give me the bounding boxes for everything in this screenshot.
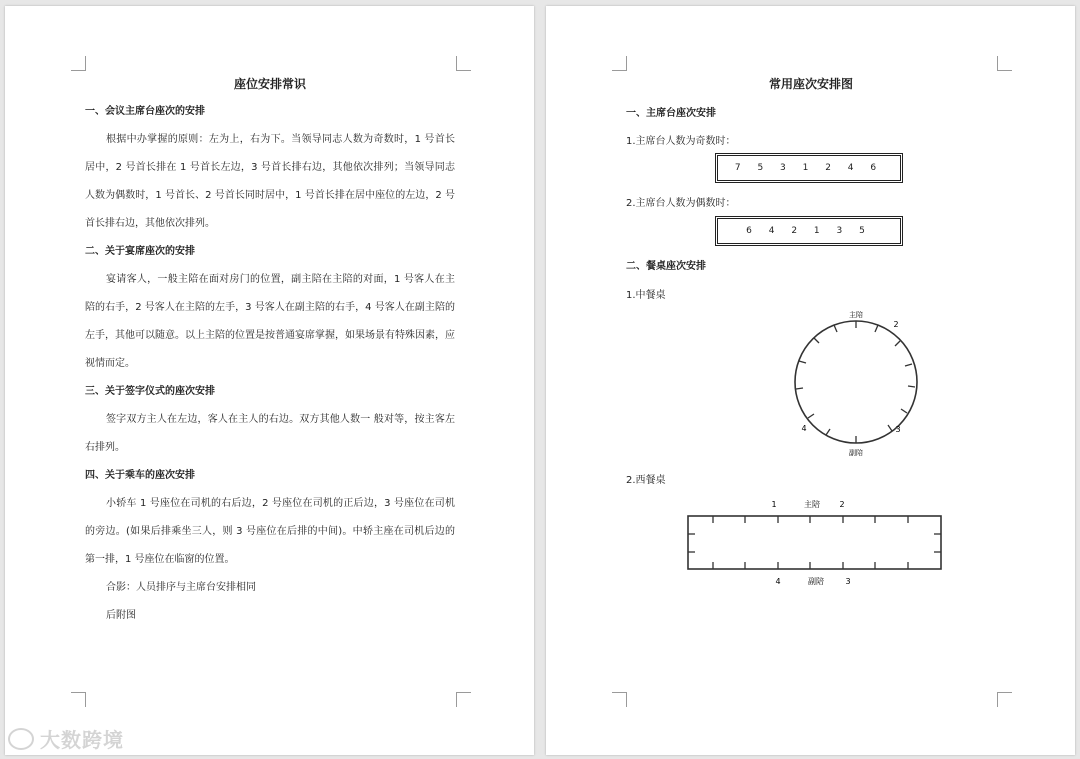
margin-mark-bottom-left: [612, 692, 627, 707]
western-table-label: 2.西餐桌: [626, 475, 666, 486]
note-photo: 合影：人员排序与主席台安排相同: [106, 582, 256, 593]
section-heading: 一、主席台座次安排: [626, 108, 716, 119]
margin-mark-bottom-right: [997, 692, 1012, 707]
margin-mark-bottom-left: [71, 692, 86, 707]
odd-seat-box: 7 5 3 1 2 4 6: [715, 153, 903, 183]
round-table-seat-4: 4: [801, 424, 807, 433]
section-heading: 二、餐桌座次安排: [626, 261, 706, 272]
margin-mark-top-left: [612, 56, 627, 71]
long-table-diagram: [686, 494, 946, 589]
chinese-table-label: 1.中餐桌: [626, 290, 666, 301]
paragraph: 宴请客人，一般主陪在面对房门的位置，副主陪在主陪的对面，1 号客人在主陪的右手，2 号客人在主陪的左手，3 号客人在副主陪的右手，4 号客人在副主陪的左手，其他可以随意。以上主陪的位置是按普通宴席掌握，如果场景有特殊因素，应视情而定。: [85, 274, 455, 369]
right-page: [546, 6, 1075, 755]
margin-mark-top-right: [997, 56, 1012, 71]
long-table-seat-2: 2: [839, 500, 845, 509]
round-table-diagram: [786, 309, 926, 459]
long-table-seat-4: 4: [775, 577, 781, 586]
watermark-logo-icon: [8, 728, 34, 750]
long-table-top-label: 主陪: [804, 500, 820, 509]
long-table-seat-3: 3: [845, 577, 851, 586]
section-heading: 四、关于乘车的座次安排: [85, 470, 195, 481]
page-title: 常用座次安排图: [768, 77, 853, 91]
watermark-text: 大数跨境: [40, 728, 124, 752]
paragraph: 根据中办掌握的原则：左为上，右为下。当领导同志人数为奇数时，1 号首长居中，2 号首长排在 1 号首长左边，3 号首长排右边，其他依次排列；当领导同志人数为偶数时，1 号首长、2 号首长同时居中，1 号首长排在居中座位的左边，2 号首长排右边，其他依次排列。: [85, 134, 455, 229]
odd-label: 1.主席台人数为奇数时：: [626, 136, 736, 147]
left-page-content: [85, 76, 455, 630]
paragraph: 小轿车 1 号座位在司机的右后边，2 号座位在司机的正后边，3 号座位在司机的旁边。(如果后排乘坐三人，则 3 号座位在后排的中间)。中轿主座在司机后边的第一排，1 号座位在临窗的位置。: [85, 498, 455, 565]
round-table-seat-2: 2: [893, 320, 899, 329]
left-page: [5, 6, 534, 755]
long-table-bottom-label: 副陪: [808, 577, 824, 586]
round-table-seat-3: 3: [895, 425, 901, 434]
section-heading: 三、关于签字仪式的座次安排: [85, 386, 215, 397]
even-seat-box: 6 4 2 1 3 5: [715, 216, 903, 246]
section-heading: 一、会议主席台座次的安排: [85, 106, 205, 117]
margin-mark-bottom-right: [456, 692, 471, 707]
section-heading: 二、关于宴席座次的安排: [85, 246, 195, 257]
round-table-top-label: 主陪: [849, 311, 863, 319]
page-title: 座位安排常识: [233, 77, 306, 91]
note-attached: 后附图: [106, 610, 136, 621]
margin-mark-top-left: [71, 56, 86, 71]
margin-mark-top-right: [456, 56, 471, 71]
round-table-bottom-label: 副陪: [849, 449, 863, 457]
paragraph: 签字双方主人在左边，客人在主人的右边。双方其他人数一 般对等，按主客左右排列。: [85, 414, 455, 453]
watermark: [8, 724, 124, 753]
long-table-seat-1: 1: [771, 500, 777, 509]
even-label: 2.主席台人数为偶数时：: [626, 198, 736, 209]
